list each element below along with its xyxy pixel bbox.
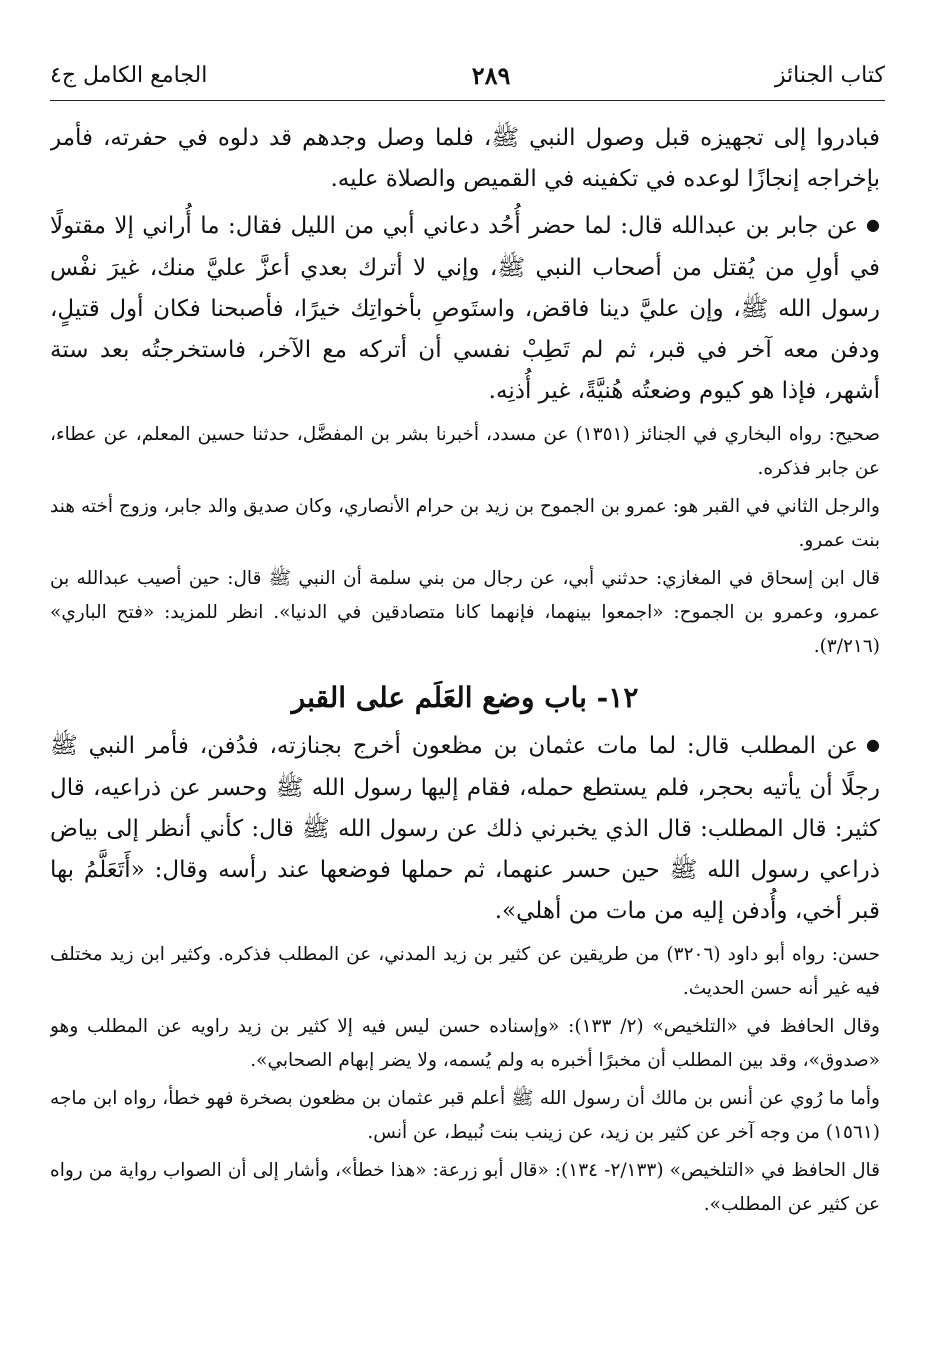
chapter-title: كتاب الجنائز [774, 62, 885, 88]
commentary-paragraph [50, 418, 880, 486]
paragraph-text: وقال الحافظ في «التلخيص» (٢/ ١٣٣): «وإسناده حسن ليس فيه إلا كثير بن زيد راويه عن المطلب وهو «صدوق»، وقد بين المطلب أن مخبرًا أخبره به ولم يُسمه، ولا يضر إبهام الصحابي». [50, 1016, 880, 1071]
commentary-paragraph [50, 938, 880, 1006]
hadith-paragraph [50, 726, 880, 932]
chapter-heading: ١٢- باب وضع العَلَم على القبر [291, 681, 639, 714]
commentary-paragraph [50, 1154, 880, 1222]
commentary-paragraph [50, 1010, 880, 1078]
paragraph-text: قال ابن إسحاق في المغازي: حدثني أبي، عن رجال من بني سلمة أن النبي ﷺ قال: حين أصيب عبدالله بن عمرو، وعمرو بن الجموح: «اجمعوا بينهما، فإنهما كانا متصادقين في الدنيا». انظر للمزيد: «فتح الباري» (٣/٢١٦). [50, 568, 880, 657]
commentary-paragraph [50, 1082, 880, 1150]
page-body [50, 118, 880, 1348]
commentary-paragraph [50, 562, 880, 664]
hadith-paragraph [50, 118, 880, 200]
page-number: ٢٨٩ [471, 60, 511, 90]
book-title: الجامع الكامل ج٤ [50, 62, 208, 88]
paragraph-text: فبادروا إلى تجهيزه قبل وصول النبي ﷺ، فلما وصل وجدهم قد دلوه في حفرته، فأمر بإخراجه إنجازًا لوعده في تكفينه في القميص والصلاة عليه. [50, 125, 880, 192]
hadith-paragraph [50, 206, 880, 412]
bullet-icon: ● [866, 735, 880, 754]
paragraph-text: قال الحافظ في «التلخيص» (٢/١٣٣- ١٣٤): «قال أبو زرعة: «هذا خطأ»، وأشار إلى أن الصواب رواية من رواه عن كثير عن المطلب». [50, 1160, 880, 1215]
commentary-paragraph [50, 490, 880, 558]
paragraph-text: عن المطلب قال: لما مات عثمان بن مظعون أخرج بجنازته، فدُفن، فأمر النبي ﷺ رجلًا أن يأتيه بحجر، فلم يستطع حمله، فقام إليها رسول الله ﷺ وحسر عن ذراعيه، قال كثير: قال المطلب: قال الذي يخبرني ذلك عن رسول الله ﷺ قال: كأني أنظر إلى بياض ذراعي رسول الله ﷺ حين حسر عنهما، ثم حملها فوضعها عند رأسه وقال: «أَتَعَلَّمُ بها قبر أخي، وأُدفن إليه من مات من أهلي». [50, 733, 880, 924]
paragraph-text: صحيح: رواه البخاري في الجنائز (١٣٥١) عن مسدد، أخبرنا بشر بن المفضَّل، حدثنا حسين المعلم، عن عطاء، عن جابر فذكره. [50, 424, 880, 479]
running-header [50, 58, 885, 92]
header-rule [50, 100, 885, 101]
bullet-icon: ● [866, 215, 880, 234]
paragraph-text: عن جابر بن عبدالله قال: لما حضر أُحُد دعاني أبي من الليل فقال: ما أُراني إلا مقتولًا في أولِ من يُقتل من أصحاب النبي ﷺ، وإني لا أترك بعدي أعزَّ عليَّ منك، غيرَ نفْس رسول الله ﷺ، وإن عليَّ دينا فاقض، واستَوصِ بأخواتِك خيرًا، فأصبحنا فكان أول قتيلٍ، ودفن معه آخر في قبر، ثم لم تَطِبْ نفسي أن أتركه مع الآخر، فاستخرجتُه بعد ستة أشهر، فإذا هو كيوم وضعتُه هُنيَّةً، غير أُذنِه. [50, 213, 880, 404]
paragraph-text: والرجل الثاني في القبر هو: عمرو بن الجموح بن زيد بن حرام الأنصاري، وكان صديق والد جابر، وزوج أخته هند بنت عمرو. [50, 496, 880, 551]
paragraph-text: حسن: رواه أبو داود (٣٢٠٦) من طريقين عن كثير بن زيد المدني، عن المطلب فذكره. وكثير ابن زيد مختلف فيه غير أنه حسن الحديث. [50, 944, 880, 999]
paragraph-text: وأما ما رُوي عن أنس بن مالك أن رسول الله ﷺ أعلم قبر عثمان بن مظعون بصخرة فهو خطأ، رواه ابن ماجه (١٥٦١) من وجه آخر عن كثير بن زيد، عن زينب بنت نُبيط، عن أنس. [50, 1088, 880, 1143]
